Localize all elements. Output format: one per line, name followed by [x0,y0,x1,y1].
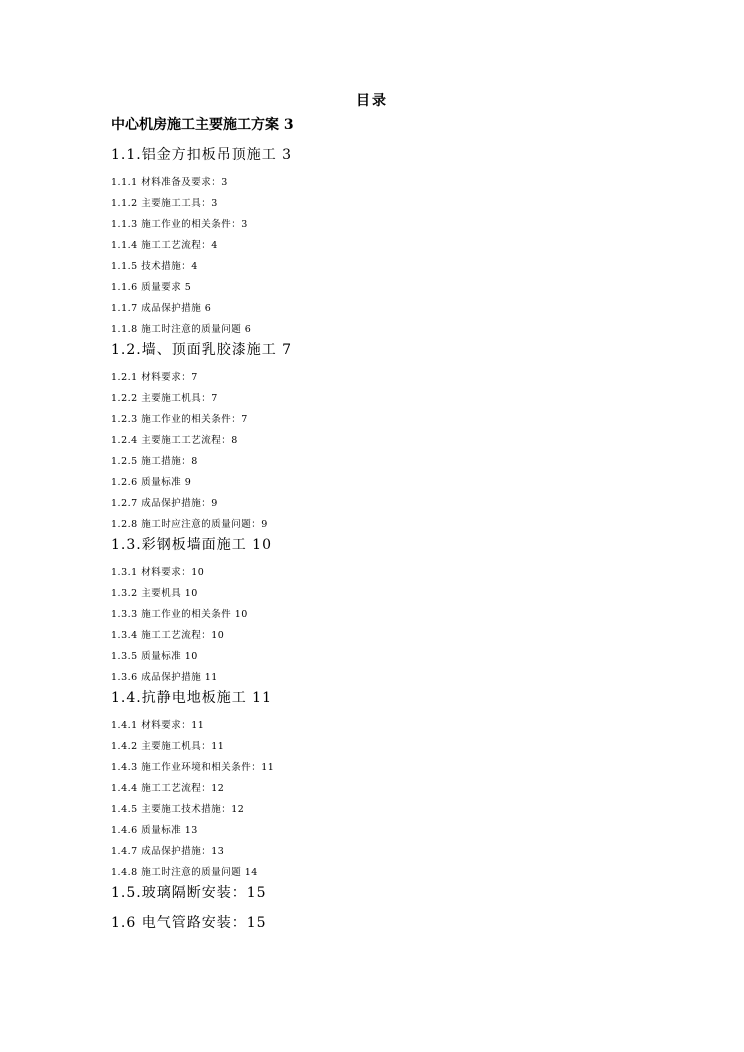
toc-subentry[interactable]: 1.1.8 施工时注意的质量问题 6 [111,324,252,335]
toc-section-entry[interactable]: 1.6 电气管路安装：15 [111,915,267,931]
toc-subentry[interactable]: 1.2.7 成品保护措施：9 [111,498,218,509]
toc-subentry[interactable]: 1.2.5 施工措施：8 [111,456,198,467]
toc-subentry[interactable]: 1.4.1 材料要求：11 [111,720,205,731]
toc-subentry[interactable]: 1.4.5 主要施工技术措施：12 [111,804,245,815]
toc-section-entry[interactable]: 1.1.铝金方扣板吊顶施工 3 [111,147,293,163]
toc-subentry[interactable]: 1.2.8 施工时应注意的质量问题：9 [111,519,268,530]
toc-section-entry[interactable]: 1.5.玻璃隔断安装：15 [111,885,267,901]
toc-subentry[interactable]: 1.4.8 施工时注意的质量问题 14 [111,867,258,878]
toc-subentry[interactable]: 1.1.3 施工作业的相关条件：3 [111,219,248,230]
toc-subentry[interactable]: 1.2.3 施工作业的相关条件：7 [111,414,248,425]
toc-subentry[interactable]: 1.3.5 质量标准 10 [111,651,198,662]
toc-subentry[interactable]: 1.3.1 材料要求：10 [111,567,205,578]
toc-section-entry[interactable]: 1.3.彩钢板墙面施工 10 [111,537,272,553]
toc-subentry[interactable]: 1.4.2 主要施工机具：11 [111,741,225,752]
toc-chapter-entry[interactable]: 中心机房施工主要施工方案 3 [111,117,294,133]
toc-subentry[interactable]: 1.1.1 材料准备及要求：3 [111,177,228,188]
toc-title: 目录 [356,93,388,109]
toc-subentry[interactable]: 1.2.1 材料要求：7 [111,372,198,383]
toc-subentry[interactable]: 1.4.4 施工工艺流程：12 [111,783,225,794]
toc-subentry[interactable]: 1.3.3 施工作业的相关条件 10 [111,609,248,620]
toc-subentry[interactable]: 1.3.6 成品保护措施 11 [111,672,218,683]
toc-subentry[interactable]: 1.2.2 主要施工机具：7 [111,393,218,404]
toc-subentry[interactable]: 1.1.4 施工工艺流程：4 [111,240,218,251]
toc-subentry[interactable]: 1.1.2 主要施工工具：3 [111,198,218,209]
toc-subentry[interactable]: 1.4.7 成品保护措施：13 [111,846,225,857]
toc-subentry[interactable]: 1.2.6 质量标准 9 [111,477,192,488]
toc-subentry[interactable]: 1.1.5 技术措施：4 [111,261,198,272]
toc-subentry[interactable]: 1.4.3 施工作业环境和相关条件：11 [111,762,275,773]
toc-subentry[interactable]: 1.3.4 施工工艺流程：10 [111,630,225,641]
toc-section-entry[interactable]: 1.4.抗静电地板施工 11 [111,690,272,706]
toc-subentry[interactable]: 1.1.6 质量要求 5 [111,282,192,293]
toc-subentry[interactable]: 1.3.2 主要机具 10 [111,588,198,599]
toc-subentry[interactable]: 1.1.7 成品保护措施 6 [111,303,212,314]
toc-subentry[interactable]: 1.2.4 主要施工工艺流程：8 [111,435,238,446]
toc-section-entry[interactable]: 1.2.墙、顶面乳胶漆施工 7 [111,342,293,358]
toc-subentry[interactable]: 1.4.6 质量标准 13 [111,825,198,836]
